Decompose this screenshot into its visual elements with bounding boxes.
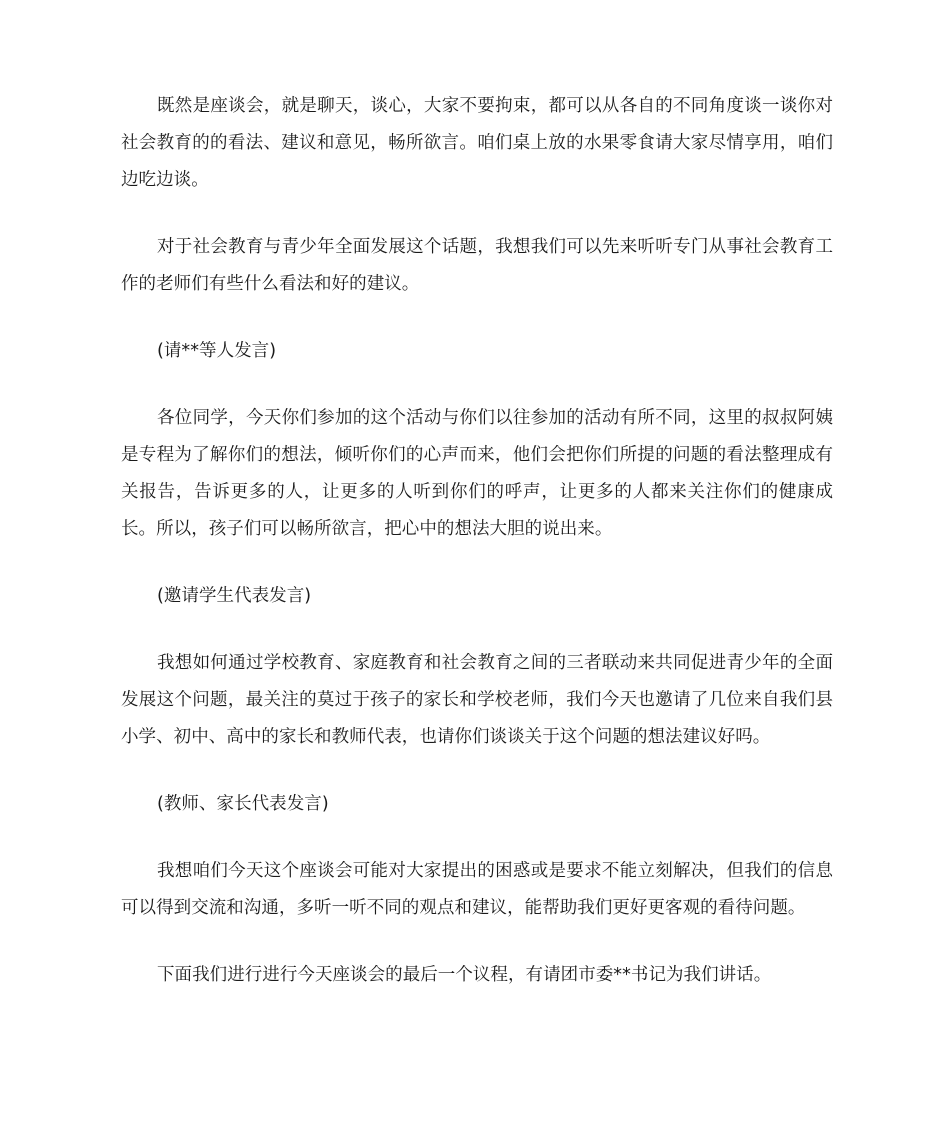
- paragraph-closing: 下面我们进行进行今天座谈会的最后一个议程，有请团市委**书记为我们讲话。: [157, 965, 772, 985]
- paragraph-students-address: 各位同学，今天你们参加的这个活动与你们以往参加的活动有所不同，这里的叔叔阿姨是专程为了解你们的想法，倾听你们的心声而来，他们会把你们所提的问题的看法整理成有关报告，告诉更多的人，让更多的人听到你们的呼声，让更多的人都来关注你们的健康成长。所以，孩子们可以畅所欲言，把心中的想法大胆的说出来。: [121, 408, 833, 539]
- paragraph-topic-intro: 对于社会教育与青少年全面发展这个话题，我想我们可以先来听听专门从事社会教育工作的老师们有些什么看法和好的建议。: [121, 237, 833, 294]
- stage-direction-students: (邀请学生代表发言): [157, 586, 312, 606]
- document-body: [121, 88, 833, 1024]
- paragraph-parents-teachers-invite: 我想如何通过学校教育、家庭教育和社会教育之间的三者联动来共同促进青少年的全面发展这个问题，最关注的莫过于孩子的家长和学校老师，我们今天也邀请了几位来自我们县小学、初中、高中的家长和教师代表，也请你们谈谈关于这个问题的想法建议好吗。: [121, 653, 833, 747]
- paragraph-opening: 既然是座谈会，就是聊天，谈心，大家不要拘束，都可以从各自的不同角度谈一谈你对社会教育的的看法、建议和意见，畅所欲言。咱们桌上放的水果零食请大家尽情享用，咱们边吃边谈。: [121, 96, 833, 190]
- stage-direction-parents: (教师、家长代表发言): [157, 794, 329, 814]
- paragraph-summary: 我想咱们今天这个座谈会可能对大家提出的困惑或是要求不能立刻解决，但我们的信息可以得到交流和沟通，多听一听不同的观点和建议，能帮助我们更好更客观的看待问题。: [121, 861, 833, 918]
- stage-direction-teachers: (请**等人发言): [157, 341, 277, 361]
